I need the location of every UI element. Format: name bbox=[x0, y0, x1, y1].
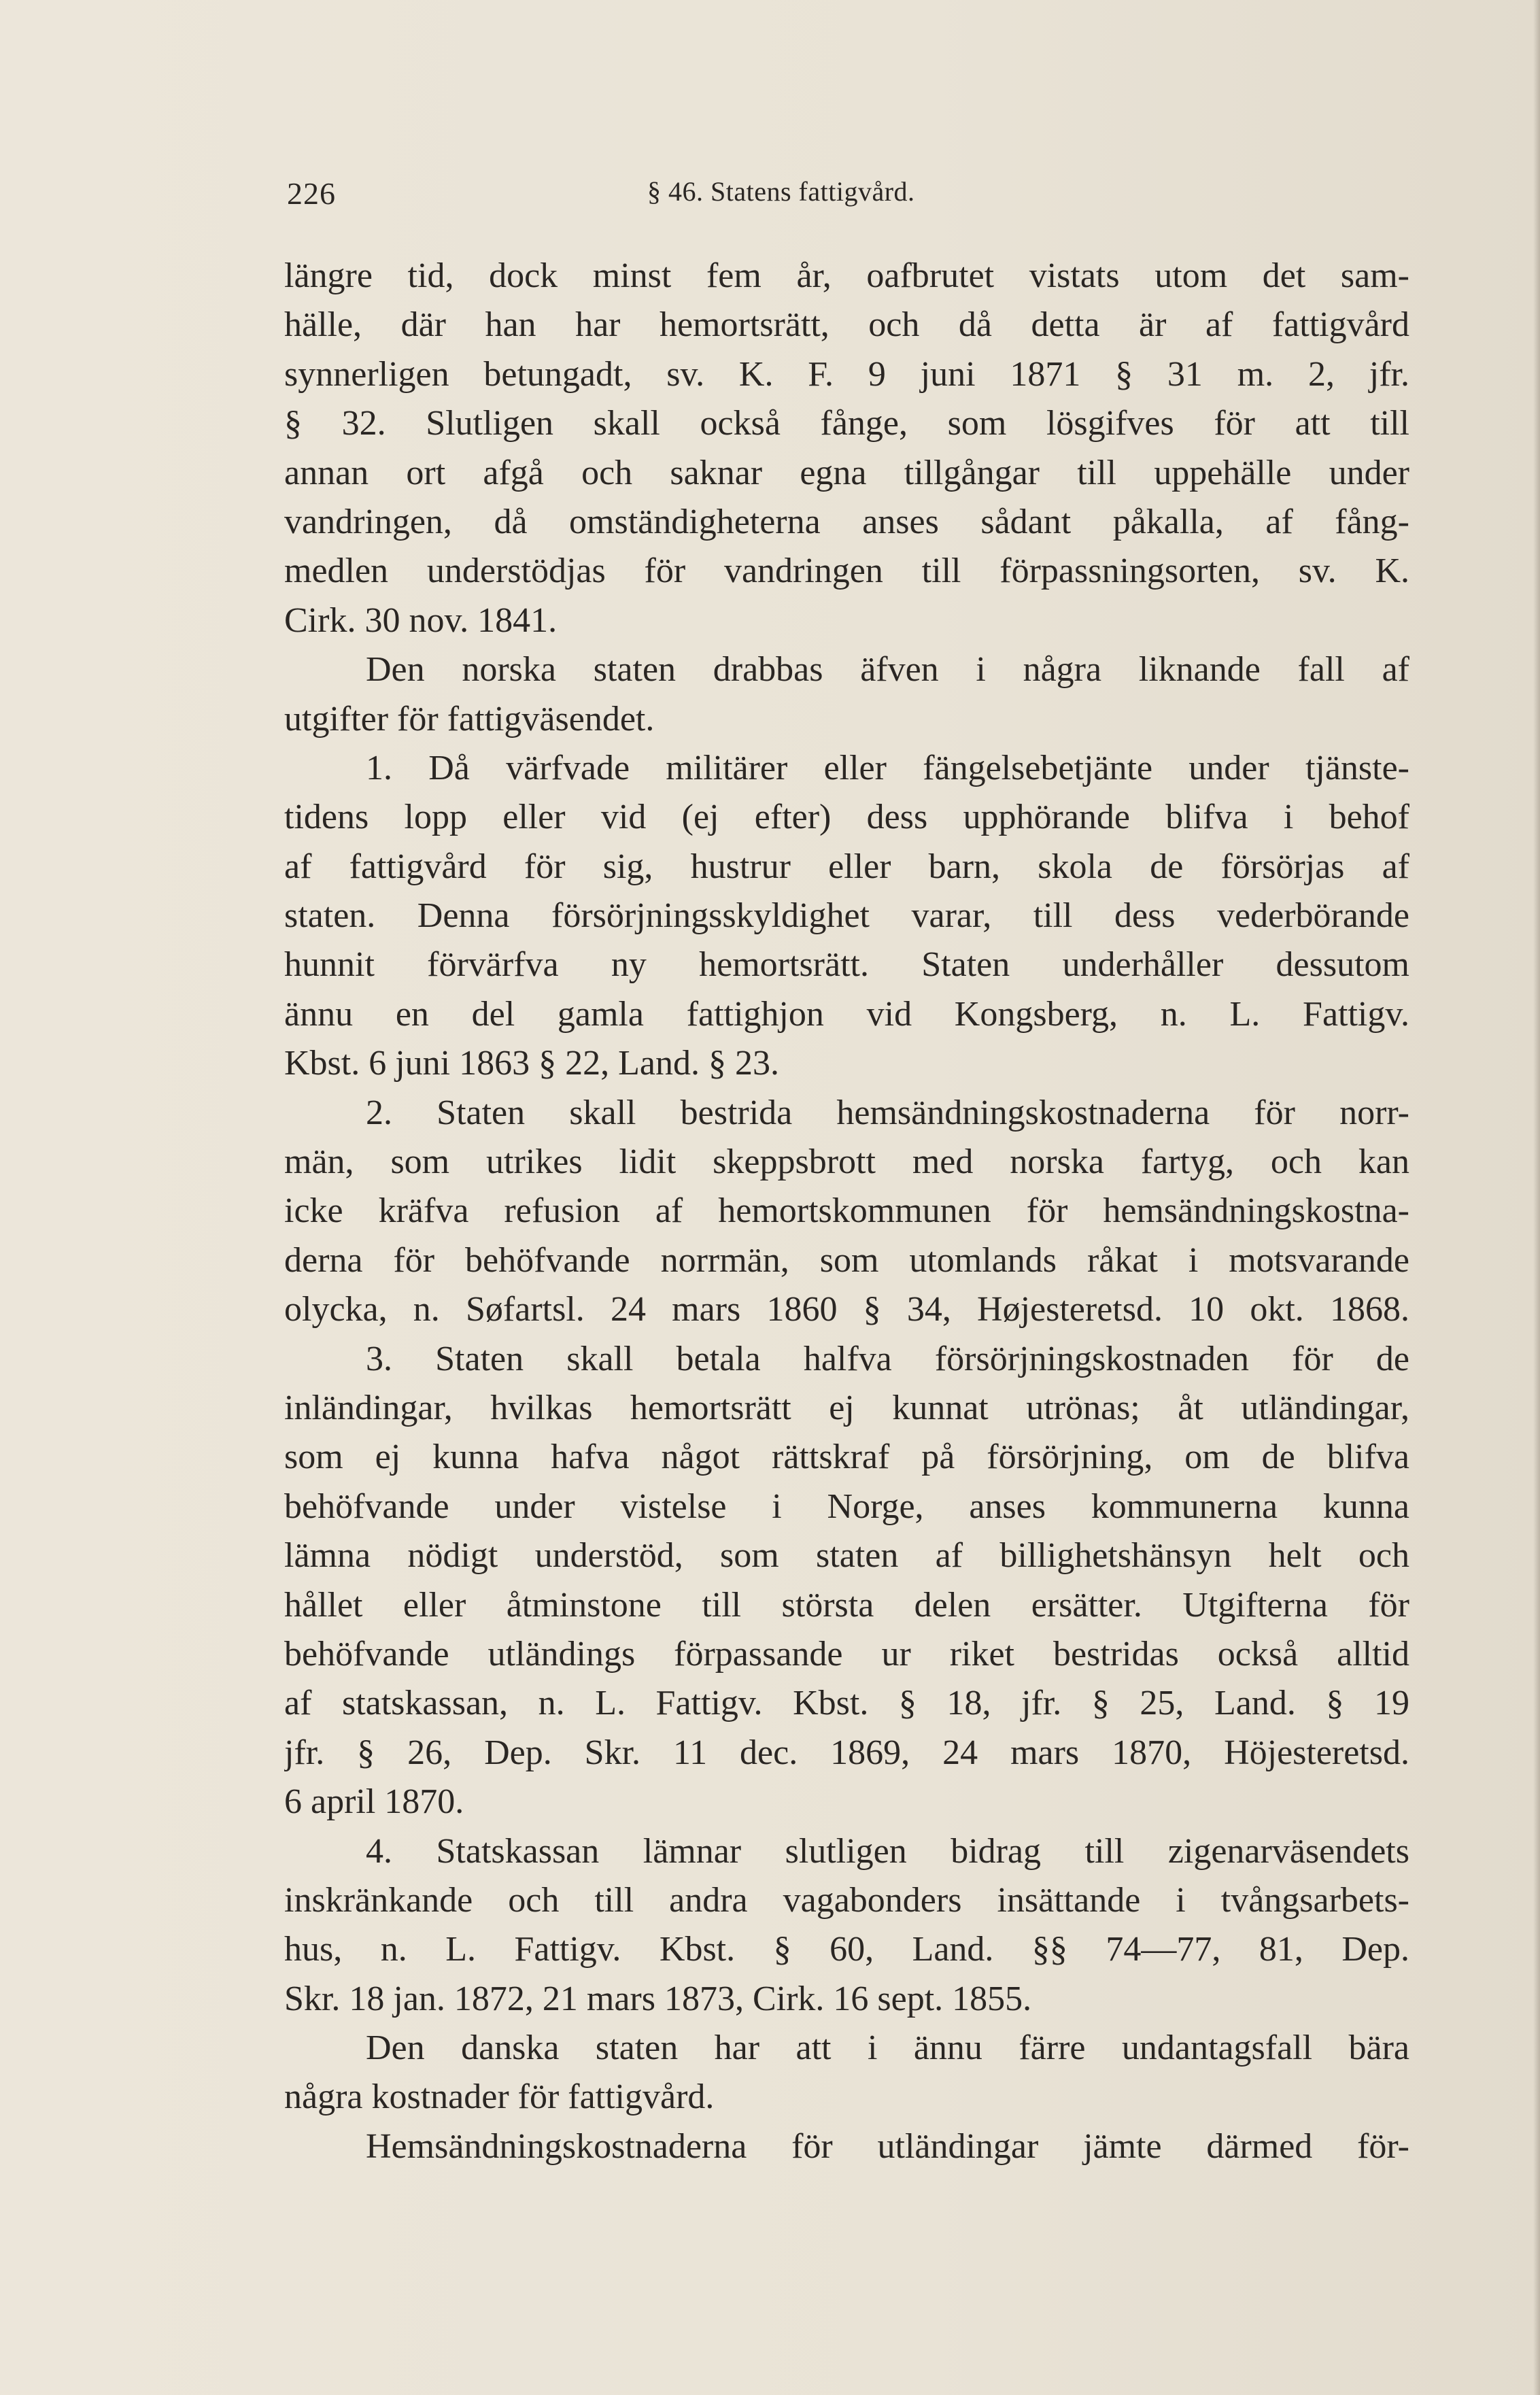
text-line: vandringen, då omständigheterna anses sådant påkalla, af fång- bbox=[284, 502, 1409, 541]
text-line: inländingar, hvilkas hemortsrätt ej kunnat utrönas; åt utländingar, bbox=[284, 1388, 1409, 1427]
text-line: jfr. § 26, Dep. Skr. 11 dec. 1869, 24 mars 1870, Höjesteretsd. bbox=[284, 1733, 1409, 1772]
text-line: hunnit förvärfva ny hemortsrätt. Staten underhåller dessutom bbox=[284, 945, 1409, 985]
text-line: Den danska staten har att i ännu färre undantagsfall bära bbox=[366, 2028, 1409, 2068]
text-line: 4. Statskassan lämnar slutligen bidrag till zigenarväsendets bbox=[366, 1831, 1409, 1871]
text-body bbox=[284, 252, 1409, 2171]
text-line: utgifter för fattigväsendet. bbox=[284, 699, 655, 738]
text-line: behöfvande under vistelse i Norge, anses kommunerna kunna bbox=[284, 1487, 1409, 1526]
text-line: som ej kunna hafva något rättskraf på försörjning, om de blifva bbox=[284, 1438, 1409, 1477]
text-line: lämna nödigt understöd, som staten af billighetshänsyn helt och bbox=[284, 1536, 1409, 1576]
text-line: behöfvande utländings förpassande ur riket bestridas också alltid bbox=[284, 1634, 1409, 1674]
text-line: af statskassan, n. L. Fattigv. Kbst. § 18, jfr. § 25, Land. § 19 bbox=[284, 1684, 1409, 1723]
text-line: ännu en del gamla fattighjon vid Kongsberg, n. L. Fattigv. bbox=[284, 994, 1409, 1034]
text-line: 6 april 1870. bbox=[284, 1782, 464, 1822]
text-line: Kbst. 6 juni 1863 § 22, Land. § 23. bbox=[284, 1044, 779, 1083]
text-line: tidens lopp eller vid (ej efter) dess upphörande blifva i behof bbox=[284, 798, 1409, 837]
text-line: synnerligen betungadt, sv. K. F. 9 juni 1871 § 31 m. 2, jfr. bbox=[284, 354, 1409, 394]
text-line: derna för behöfvande norrmän, som utomlands råkat i motsvarande bbox=[284, 1240, 1409, 1280]
text-line: hus, n. L. Fattigv. Kbst. § 60, Land. §§ 74—77, 81, Dep. bbox=[284, 1930, 1409, 1969]
text-line: Hemsändningskostnaderna för utländingar jämte därmed för- bbox=[366, 2126, 1409, 2166]
text-line: 3. Staten skall betala halfva försörjningskostnaden för de bbox=[366, 1339, 1409, 1378]
text-line: olycka, n. Søfartsl. 24 mars 1860 § 34, Højesteretsd. 10 okt. 1868. bbox=[284, 1290, 1409, 1329]
text-line: af fattigvård för sig, hustrur eller barn, skola de försörjas af bbox=[284, 847, 1409, 886]
page-number: 226 bbox=[287, 176, 336, 211]
text-line: inskränkande och till andra vagabonders insättande i tvångsarbets- bbox=[284, 1880, 1409, 1920]
text-line: hälle, där han har hemortsrätt, och då detta är af fattigvård bbox=[284, 305, 1409, 345]
text-line: 2. Staten skall bestrida hemsändningskostnaderna för norr- bbox=[366, 1093, 1409, 1132]
text-line: 1. Då värfvade militärer eller fängelsebetjänte under tjänste- bbox=[366, 748, 1409, 787]
text-line: män, som utrikes lidit skeppsbrott med norska fartyg, och kan bbox=[284, 1142, 1409, 1182]
text-line: längre tid, dock minst fem år, oafbrutet vistats utom det sam- bbox=[284, 256, 1409, 295]
text-line: icke kräfva refusion af hemortskommunen för hemsändningskostna- bbox=[284, 1191, 1409, 1231]
running-title: § 46. Statens fattigvård. bbox=[647, 176, 915, 207]
page-header bbox=[287, 175, 1239, 216]
page-edge-shadow bbox=[1533, 0, 1540, 2395]
text-line: Skr. 18 jan. 1872, 21 mars 1873, Cirk. 16 sept. 1855. bbox=[284, 1979, 1032, 2018]
text-line: Cirk. 30 nov. 1841. bbox=[284, 600, 558, 640]
text-line: några kostnader för fattigvård. bbox=[284, 2077, 715, 2117]
text-line: staten. Denna försörjningsskyldighet varar, till dess vederbörande bbox=[284, 896, 1409, 936]
text-line: § 32. Slutligen skall också fånge, som lösgifves för att till bbox=[284, 404, 1409, 443]
text-line: hållet eller åtminstone till största delen ersätter. Utgifterna för bbox=[284, 1585, 1409, 1625]
text-line: annan ort afgå och saknar egna tillgångar till uppehälle under bbox=[284, 453, 1409, 492]
text-line: medlen understödjas för vandringen till förpassningsorten, sv. K. bbox=[284, 551, 1409, 591]
text-line: Den norska staten drabbas äfven i några liknande fall af bbox=[366, 650, 1409, 690]
